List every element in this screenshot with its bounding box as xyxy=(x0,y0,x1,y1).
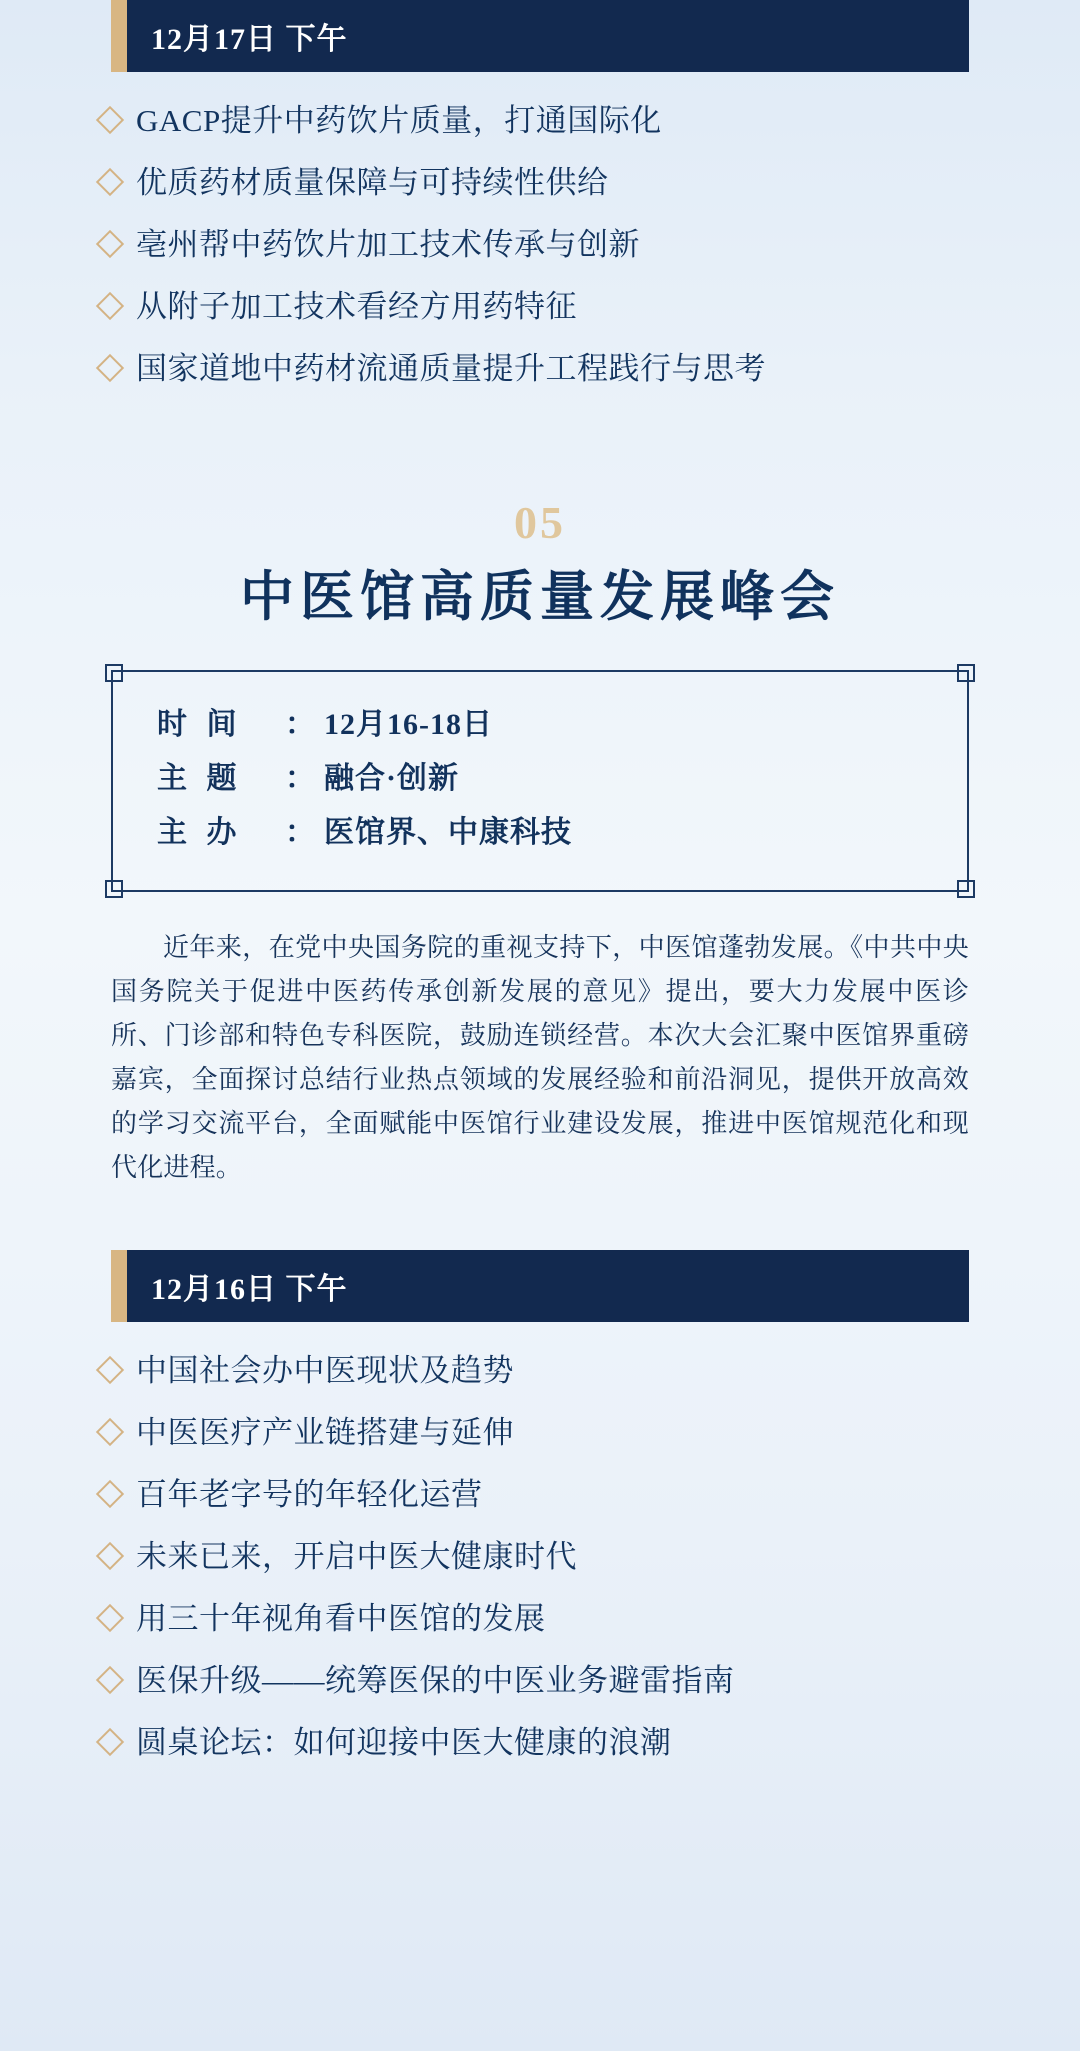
list-item xyxy=(100,346,980,392)
info-value: 12月16-18日 xyxy=(324,707,493,741)
topic-list-dec17 xyxy=(100,98,980,392)
section-title: 中医馆高质量发展峰会 xyxy=(240,567,840,627)
topic-label: 中医医疗产业链搭建与延伸 xyxy=(136,1414,514,1450)
list-item xyxy=(100,222,980,268)
corner-mark-icon xyxy=(105,880,123,898)
gold-bar-icon xyxy=(111,1250,127,1322)
topic-label: GACP提升中药饮片质量，打通国际化 xyxy=(136,103,662,138)
list-item xyxy=(100,1348,980,1394)
topic-label: 国家道地中药材流通质量提升工程践行与思考 xyxy=(136,351,766,386)
list-item xyxy=(100,1410,980,1456)
diamond-bullet-icon xyxy=(96,354,124,382)
diamond-bullet-icon xyxy=(96,106,124,134)
diamond-bullet-icon xyxy=(96,1603,124,1631)
topic-label: 未来已来，开启中医大健康时代 xyxy=(136,1538,577,1574)
list-item xyxy=(100,160,980,206)
info-label: 主 题 xyxy=(157,761,243,795)
corner-mark-icon xyxy=(957,880,975,898)
topic-label: 亳州帮中药饮片加工技术传承与创新 xyxy=(136,227,640,262)
spacer xyxy=(42,1190,1038,1250)
date-banner-dec17 xyxy=(111,0,969,72)
list-item xyxy=(100,98,980,144)
diamond-bullet-icon xyxy=(96,1417,124,1445)
date-banner-label: 12月16日 下午 xyxy=(151,1272,348,1306)
list-item xyxy=(100,1658,980,1704)
info-colon: ： xyxy=(285,707,316,741)
section-description: 近年来，在党中央国务院的重视支持下，中医馆蓬勃发展。《中共中央国务院关于促进中医药传承创新发展的意见》提出，要大力发展中医诊所、门诊部和特色专科医院，鼓励连锁经营。本次大会汇聚中医馆界重磅嘉宾，全面探讨总结行业热点领域的发展经验和前沿洞见，提供开放高效的学习交流平台，全面赋能中医馆行业建设发展，推进中医馆规范化和现代化进程。 xyxy=(111,932,969,1182)
list-item xyxy=(100,284,980,330)
topic-label: 用三十年视角看中医馆的发展 xyxy=(136,1600,546,1636)
info-value: 融合·创新 xyxy=(324,761,460,795)
diamond-bullet-icon xyxy=(96,1665,124,1693)
topic-list-dec16 xyxy=(100,1348,980,1766)
date-banner-dec16 xyxy=(111,1250,969,1322)
list-item xyxy=(100,1596,980,1642)
gold-bar-icon xyxy=(111,0,127,72)
diamond-bullet-icon xyxy=(96,1541,124,1569)
topic-label: 医保升级——统筹医保的中医业务避雷指南 xyxy=(136,1662,735,1698)
diamond-bullet-icon xyxy=(96,1479,124,1507)
diamond-bullet-icon xyxy=(96,292,124,320)
event-info-box xyxy=(111,670,969,892)
info-row-time xyxy=(157,698,923,752)
info-label: 时 间 xyxy=(157,707,243,741)
list-item xyxy=(100,1534,980,1580)
diamond-bullet-icon xyxy=(96,1727,124,1755)
info-label: 主 办 xyxy=(157,815,243,849)
topic-label: 从附子加工技术看经方用药特征 xyxy=(136,289,577,324)
section-heading-block xyxy=(42,497,1038,632)
section-number: 05 xyxy=(514,497,566,548)
list-item xyxy=(100,1472,980,1518)
diamond-bullet-icon xyxy=(96,230,124,258)
topic-label: 圆桌论坛：如何迎接中医大健康的浪潮 xyxy=(136,1724,672,1760)
list-item xyxy=(100,1720,980,1766)
topic-label: 中国社会办中医现状及趋势 xyxy=(136,1352,514,1388)
date-banner-label: 12月17日 下午 xyxy=(151,23,348,56)
diamond-bullet-icon xyxy=(96,1355,124,1383)
topic-label: 百年老字号的年轻化运营 xyxy=(136,1476,483,1512)
info-colon: ： xyxy=(285,761,316,795)
info-value: 医馆界、中康科技 xyxy=(324,815,572,849)
info-row-organizer xyxy=(157,806,923,860)
info-colon: ： xyxy=(285,815,316,849)
info-row-theme xyxy=(157,752,923,806)
diamond-bullet-icon xyxy=(96,168,124,196)
topic-label: 优质药材质量保障与可持续性供给 xyxy=(136,165,609,200)
